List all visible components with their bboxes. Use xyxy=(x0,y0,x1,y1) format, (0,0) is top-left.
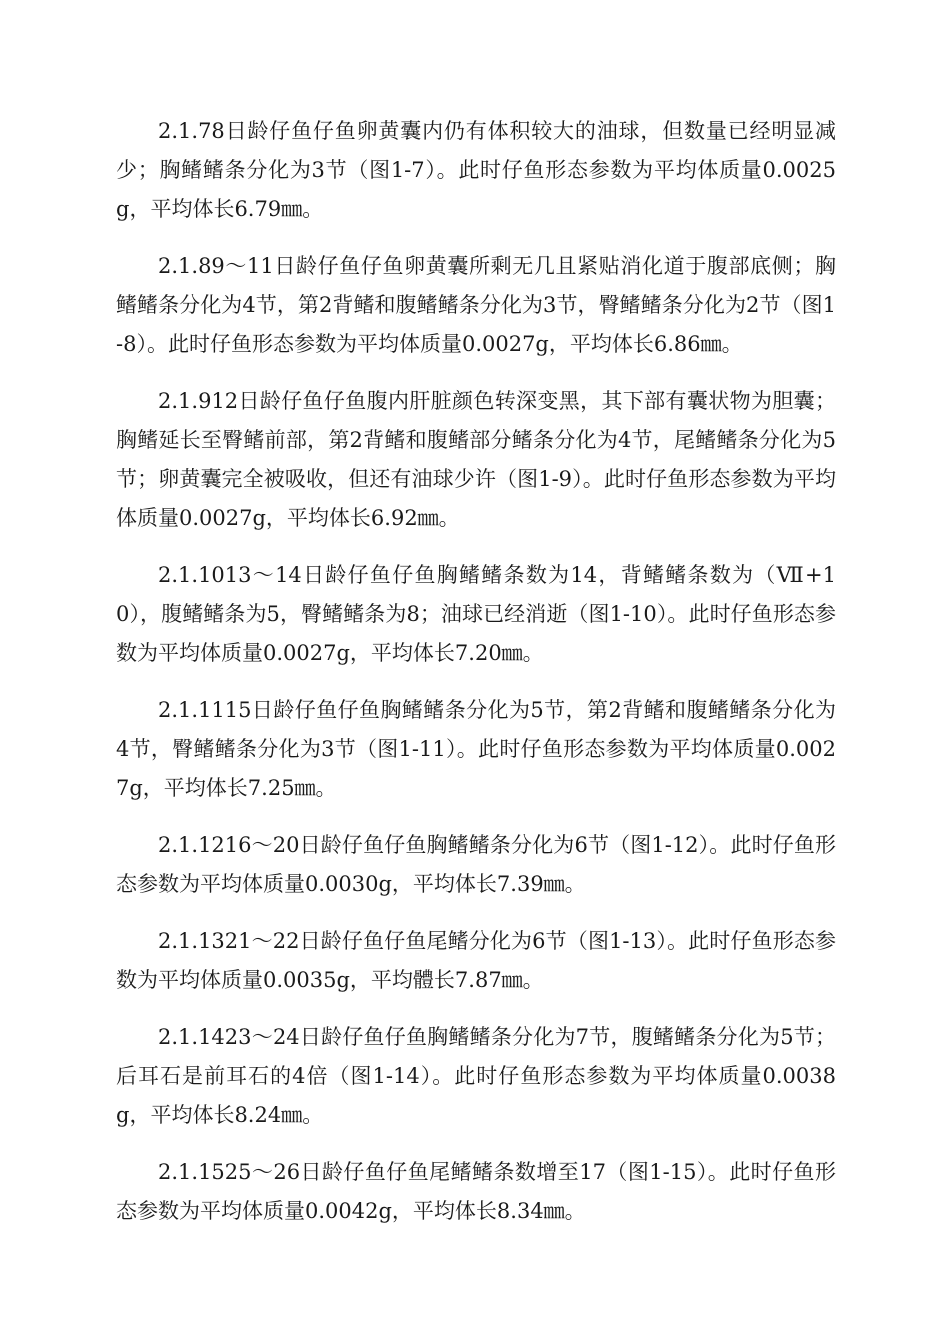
paragraph-2-1-15: 2.1.1525～26日龄仔鱼仔鱼尾鳍鳍条数增至17（图1-15）。此时仔鱼形态参数为平均体质量0.0042g，平均体长8.34㎜。 xyxy=(116,1160,836,1223)
paragraph-2-1-11: 2.1.1115日龄仔鱼仔鱼胸鳍鳍条分化为5节，第2背鳍和腹鳍鳍条分化为4节，臀鳍鳍条分化为3节（图1-11）。此时仔鱼形态参数为平均体质量0.0027g，平均体长7.25㎜。 xyxy=(116,698,836,800)
paragraph-2-1-7: 2.1.78日龄仔鱼仔鱼卵黄囊内仍有体积较大的油球，但数量已经明显减少；胸鳍鳍条分化为3节（图1-7）。此时仔鱼形态参数为平均体质量0.0025g，平均体长6.79㎜。 xyxy=(116,119,836,221)
paragraph-2-1-13: 2.1.1321～22日龄仔鱼仔鱼尾鳍分化为6节（图1-13）。此时仔鱼形态参数为平均体质量0.0035g，平均體长7.87㎜。 xyxy=(116,929,836,992)
paragraph-2-1-9: 2.1.912日龄仔鱼仔鱼腹内肝脏颜色转深变黑，其下部有囊状物为胆囊；胸鳍延长至臀鳍前部，第2背鳍和腹鳍部分鳍条分化为4节，尾鳍鳍条分化为5节；卵黄囊完全被吸收，但还有油球少许（图1-9）。此时仔鱼形态参数为平均体质量0.0027g，平均体长6.92㎜。 xyxy=(116,389,836,530)
paragraph-2-1-8: 2.1.89～11日龄仔鱼仔鱼卵黄囊所剩无几且紧贴消化道于腹部底侧；胸鳍鳍条分化为4节，第2背鳍和腹鳍鳍条分化为3节，臀鳍鳍条分化为2节（图1-8）。此时仔鱼形态参数为平均体质量0.0027g，平均体长6.86㎜。 xyxy=(116,254,836,356)
paragraph-2-1-10: 2.1.1013～14日龄仔鱼仔鱼胸鳍鳍条数为14，背鳍鳍条数为（Ⅶ+10），腹鳍鳍条为5，臀鳍鳍条为8；油球已经消逝（图1-10）。此时仔鱼形态参数为平均体质量0.0027g，平均体长7.20㎜。 xyxy=(116,563,836,665)
paragraph-2-1-12: 2.1.1216～20日龄仔鱼仔鱼胸鳍鳍条分化为6节（图1-12）。此时仔鱼形态参数为平均体质量0.0030g，平均体长7.39㎜。 xyxy=(116,833,836,896)
document-body xyxy=(116,112,836,1249)
paragraph-2-1-14: 2.1.1423～24日龄仔鱼仔鱼胸鳍鳍条分化为7节，腹鳍鳍条分化为5节；后耳石是前耳石的4倍（图1-14）。此时仔鱼形态参数为平均体质量0.0038g，平均体长8.24㎜。 xyxy=(116,1025,836,1127)
